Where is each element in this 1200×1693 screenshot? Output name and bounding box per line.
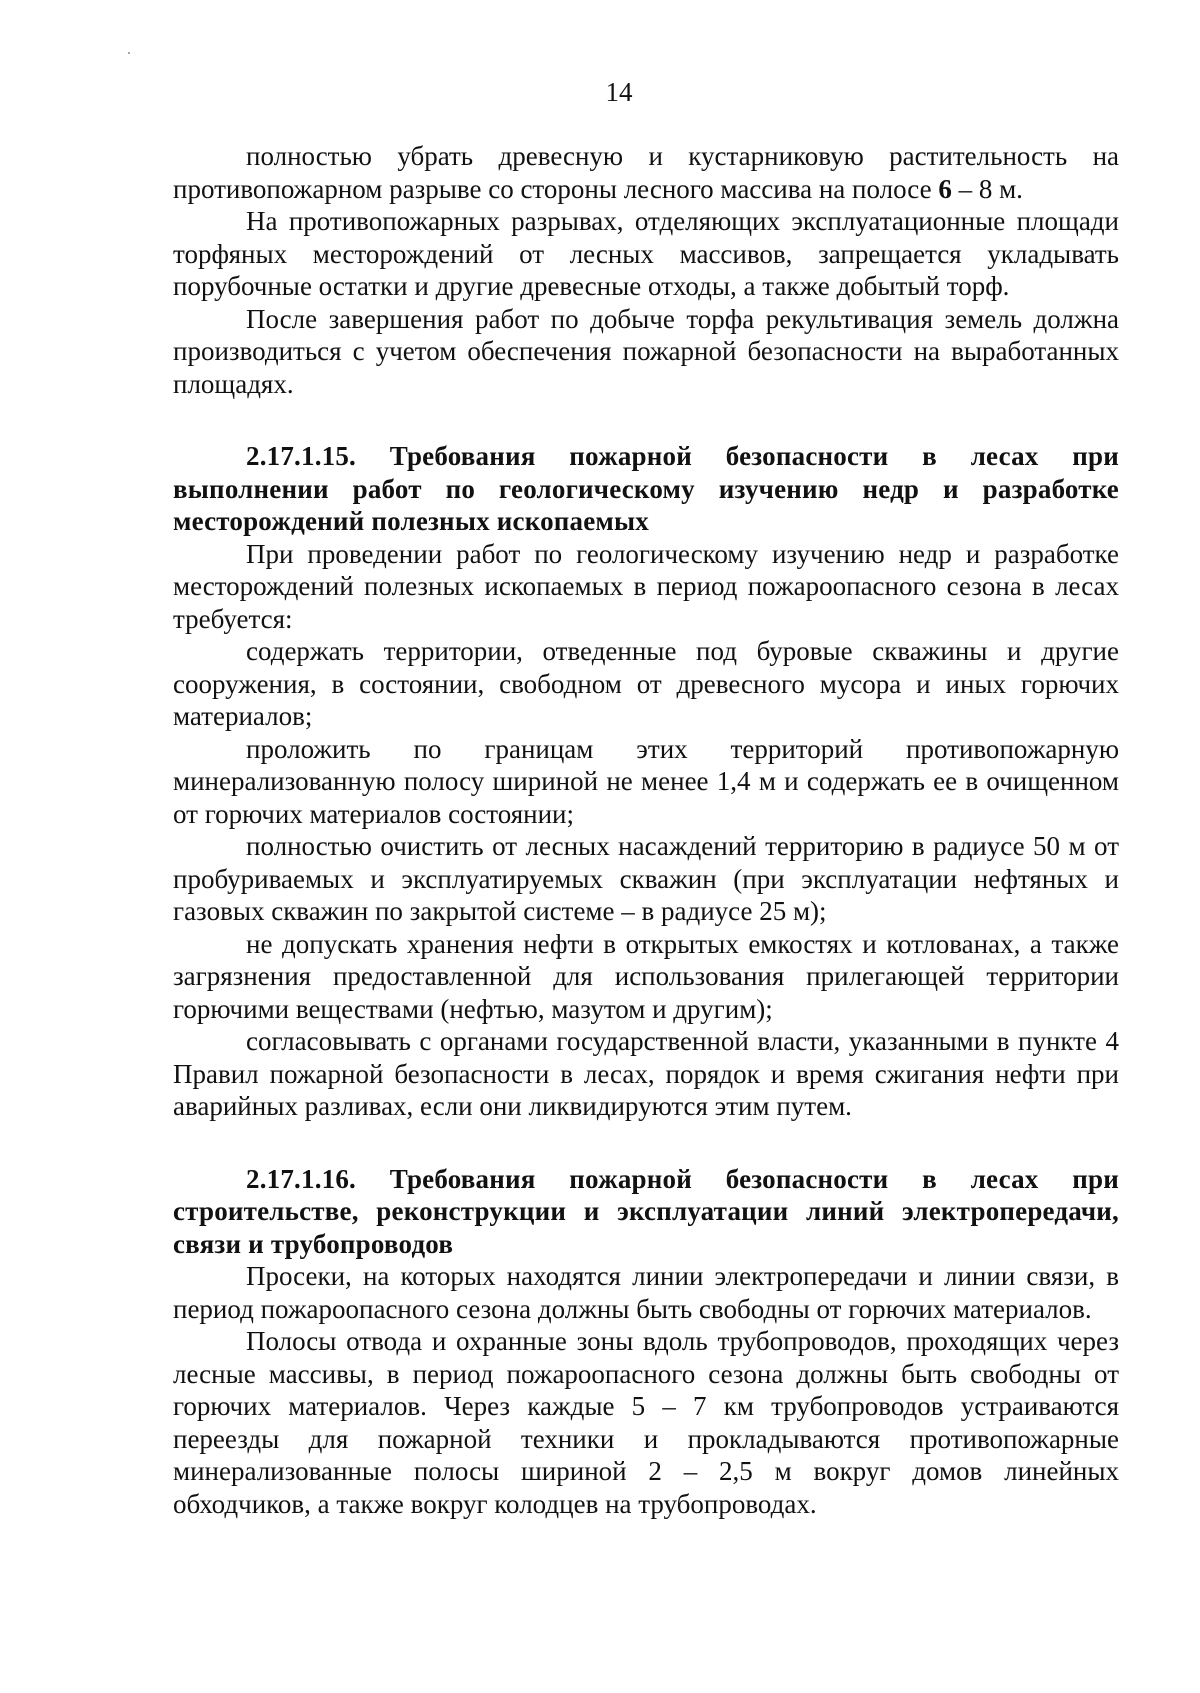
paragraph-text-end: – 8 м. xyxy=(951,173,1023,204)
page-content xyxy=(173,140,1119,1520)
paragraph-bold-number: 6 xyxy=(938,173,952,204)
section-15-paragraph: согласовывать с органами государственной власти, указанными в пункте 4 Правил пожарной безопасности в лесах, порядок и время сжигания нефти при аварийных разливах, если они ликвидируются этим путем. xyxy=(173,1026,1119,1121)
page-number: 14 xyxy=(605,77,633,107)
section-15-paragraph: содержать территории, отведенные под буровые скважины и другие сооружения, в состоянии, свободном от древесного мусора и иных горючих материалов; xyxy=(173,636,1119,731)
paragraph-clear-vegetation xyxy=(173,140,1119,205)
section-16-paragraph: Полосы отвода и охранные зоны вдоль трубопроводов, проходящих через лесные массивы, в период пожароопасного сезона должны быть свободны от горючих материалов. Через каждые 5 – 7 км трубопроводов устраиваются переезды для пожарной техники и прокладываются противопожарные минерализованные полосы шириной 2 – 2,5 м вокруг домов линейных обходчиков, а также вокруг колодцев на трубопроводах. xyxy=(173,1326,1119,1519)
section-spacer xyxy=(173,1123,1119,1163)
section-heading-2-17-1-15: 2.17.1.15. Требования пожарной безопасности в лесах при выполнении работ по геологическому изучению недр и разработке месторождений полезных ископаемых xyxy=(173,441,1119,536)
section-15-paragraph: проложить по границам этих территорий противопожарную минерализованную полосу шириной не менее 1,4 м и содержать ее в очищенном от горючих материалов состоянии; xyxy=(173,733,1119,829)
section-spacer xyxy=(173,400,1119,440)
paragraph-fire-breaks: На противопожарных разрывах, отделяющих эксплуатационные площади торфяных месторождений от лесных массивов, запрещается укладывать порубочные остатки и другие древесные отходы, а также добытый торф. xyxy=(173,206,1119,301)
section-16-paragraph: Просеки, на которых находятся линии электропередачи и линии связи, в период пожароопасного сезона должны быть свободны от горючих материалов. xyxy=(173,1261,1119,1324)
section-15-paragraph: При проведении работ по геологическому изучению недр и разработке месторождений полезных ископаемых в период пожароопасного сезона в лесах требуется: xyxy=(173,538,1119,634)
scan-speck xyxy=(128,52,130,54)
section-15-paragraph: полностью очистить от лесных насаждений территорию в радиусе 50 м от пробуриваемых и эксплуатируемых скважин (при эксплуатации нефтяных и газовых скважин по закрытой системе – в радиусе 25 м); xyxy=(173,831,1119,926)
paragraph-recultivation: После завершения работ по добыче торфа рекультивация земель должна производиться с учетом обеспечения пожарной безопасности на выработанных площадях. xyxy=(173,303,1119,399)
section-15-paragraph: не допускать хранения нефти в открытых емкостях и котлованах, а также загрязнения предоставленной для использования прилегающей территории горючими веществами (нефтью, мазутом и другим); xyxy=(173,928,1119,1024)
section-heading-2-17-1-16: 2.17.1.16. Требования пожарной безопасности в лесах при строительстве, реконструкции и эксплуатации линий электропередачи, связи и трубопроводов xyxy=(173,1163,1119,1259)
paragraph-text: полностью убрать древесную и кустарниковую растительность на противопожарном разрыве со стороны лесного массива на полосе xyxy=(173,141,1119,204)
